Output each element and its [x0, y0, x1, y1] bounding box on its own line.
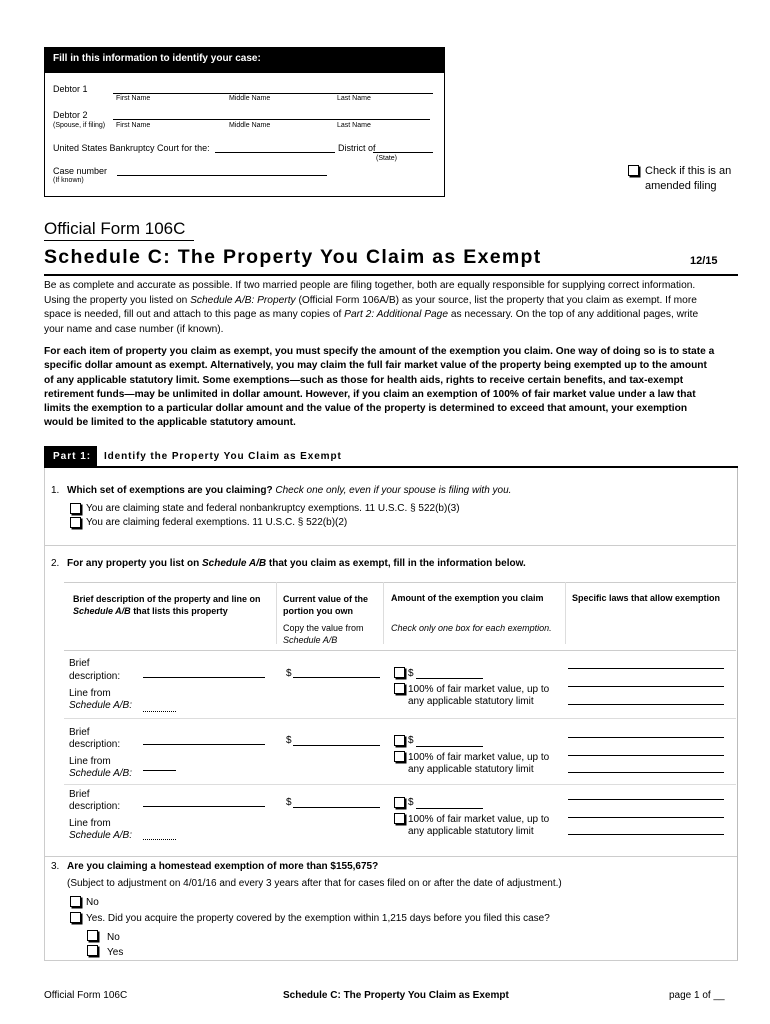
col4-header: Specific laws that allow exemption [572, 593, 721, 603]
row3-line-field[interactable] [143, 839, 176, 840]
row1-law-field-3[interactable] [568, 704, 724, 705]
row1-amount-field[interactable] [416, 678, 483, 679]
debtor1-middle-name-caption: Middle Name [229, 95, 271, 102]
table-header-top-rule [64, 582, 736, 583]
q3-sub-yes-label: Yes [107, 947, 124, 958]
intro-paragraph-1 [44, 279, 744, 337]
q2-question: For any property you list on Schedule A/B that you claim as exempt, fill in the information below. [67, 558, 526, 569]
q1-q2-separator [44, 545, 736, 546]
row3-brief-label: Brief [69, 789, 90, 800]
row1-dollar-sign: $ [286, 668, 292, 679]
row2-line-field[interactable] [143, 770, 176, 771]
row2-line-from-label: Line from [69, 756, 111, 767]
row2-schedule-ab-label: Schedule A/B: [69, 768, 133, 779]
intro-p1-line-a: Be as complete and accurate as possible. If two married people are filing together, both are equally responsible for supplying correct information. [44, 280, 696, 291]
q1-state-exemptions-checkbox[interactable] [70, 503, 81, 514]
intro-p1-line-b: Using the property you listed on Schedule A/B: Property (Official Form 106A/B) as your source, list the property that you claim as exempt. If more [44, 294, 697, 306]
q1-option-federal: You are claiming federal exemptions. 11 U.S.C. § 522(b)(2) [86, 517, 348, 528]
intro-p2-line-e: limits the exemption to a particular dollar amount and the value of the property is determined to exceed that amount, your exemption [44, 403, 688, 415]
q3-no-checkbox[interactable] [70, 896, 81, 907]
title-rule-bottom [44, 274, 738, 276]
col2-header [283, 593, 368, 617]
row1-line-field[interactable] [143, 711, 176, 712]
row3-law-field-2[interactable] [568, 817, 724, 818]
debtor2-label: Debtor 2 [53, 110, 88, 120]
debtor2-last-name-caption: Last Name [337, 122, 371, 129]
col-sep-2 [383, 582, 384, 644]
row3-amount-field[interactable] [416, 808, 483, 809]
state-caption: (State) [376, 155, 398, 162]
debtor1-last-name-caption: Last Name [337, 95, 371, 102]
q1-federal-exemptions-checkbox[interactable] [70, 517, 81, 528]
amended-filing-checkbox[interactable] [628, 165, 639, 176]
row2-fmv-checkbox[interactable] [394, 751, 405, 762]
row2-fmv-label-b: any applicable statutory limit [408, 764, 534, 775]
row3-law-field-1[interactable] [568, 799, 724, 800]
q3-sub-yes-checkbox[interactable] [87, 945, 98, 956]
col1-header-line-b: Schedule A/B that lists this property [73, 606, 228, 616]
district-label: District of [338, 143, 376, 153]
row1-amount-checkbox[interactable] [394, 667, 405, 678]
row2-brief-label: Brief [69, 727, 90, 738]
col2-header-line-a: Current value of the [283, 594, 369, 604]
col2-header-line-b: portion you own [283, 606, 353, 616]
q1-question: Which set of exemptions are you claiming? Check one only, even if your spouse is filing with you. [67, 485, 512, 496]
col-sep-1 [276, 582, 277, 644]
q3-subtext: (Subject to adjustment on 4/01/16 and every 3 years after that for cases filed on or after the date of adjustment.) [67, 878, 562, 889]
col3-header: Amount of the exemption you claim [391, 593, 544, 603]
col2-subheader [283, 623, 364, 646]
debtor2-first-name-caption: First Name [116, 122, 151, 129]
col-sep-3 [565, 582, 566, 644]
row1-description-label: description: [69, 671, 121, 682]
debtor2-middle-name-caption: Middle Name [229, 122, 271, 129]
row3-dollar-sign: $ [286, 797, 292, 808]
intro-p2-line-f: would be limited to the applicable statutory amount. [44, 417, 296, 429]
col3-subheader: Check only one box for each exemption. [391, 623, 552, 633]
row2-law-field-1[interactable] [568, 737, 724, 738]
col1-header [73, 593, 261, 617]
intro-p2-line-b: specific dollar amount as exempt. Alternatively, you may claim the full fair market value of the property being exempted up to the amount [44, 360, 707, 372]
footer-form-number: Official Form 106C [44, 990, 128, 1001]
district-field[interactable] [373, 152, 433, 153]
q2-number: 2. [51, 558, 60, 569]
row1-fmv-label-b: any applicable statutory limit [408, 696, 534, 707]
q3-yes-question: Yes. Did you acquire the property covered by the exemption within 1,215 days before you filed this case? [86, 913, 550, 924]
row2-description-label: description: [69, 739, 121, 750]
row2-current-value-field[interactable] [293, 745, 380, 746]
footer-schedule-title: Schedule C: The Property You Claim as Exempt [283, 990, 509, 1001]
row2-amount-checkbox[interactable] [394, 735, 405, 746]
q3-sub-no-checkbox[interactable] [87, 930, 98, 941]
case-info-header-text: Fill in this information to identify your case: [53, 53, 261, 64]
col2-subheader-line-a: Copy the value from [283, 623, 364, 633]
row1-schedule-ab-label: Schedule A/B: [69, 700, 133, 711]
part1-label: Part 1: [53, 451, 92, 462]
row2-fmv-label-a: 100% of fair market value, up to [408, 752, 550, 763]
court-state-field[interactable] [215, 152, 335, 153]
q3-number: 3. [51, 861, 60, 872]
row3-fmv-label-a: 100% of fair market value, up to [408, 814, 550, 825]
q3-yes-checkbox[interactable] [70, 912, 81, 923]
row3-amount-dollar: $ [408, 797, 414, 808]
row3-fmv-label-b: any applicable statutory limit [408, 826, 534, 837]
schedule-title: Schedule C: The Property You Claim as Exempt [44, 246, 542, 268]
amended-filing-label-2: amended filing [645, 180, 717, 192]
intro-p2-line-d: retirement funds—may be unlimited in dollar amount. However, if you claim an exemption of 100% of fair market value under a law that [44, 388, 696, 400]
debtor1-first-name-caption: First Name [116, 95, 151, 102]
row1-line-from-label: Line from [69, 688, 111, 699]
debtor1-name-field[interactable] [113, 93, 433, 94]
row2-description-field[interactable] [143, 744, 265, 745]
col1-header-line-a: Brief description of the property and line on [73, 594, 261, 604]
court-label: United States Bankruptcy Court for the: [53, 143, 210, 153]
row2-law-field-3[interactable] [568, 772, 724, 773]
intro-p2-line-c: of any applicable statutory limit. Some exemptions—such as those for health aids, rights to receive certain benefits, and tax-exempt [44, 374, 684, 386]
row3-schedule-ab-label: Schedule A/B: [69, 830, 133, 841]
row3-description-field[interactable] [143, 806, 265, 807]
debtor2-name-field[interactable] [113, 119, 430, 120]
intro-p1-line-d: your name and case number (if known). [44, 323, 224, 335]
row3-amount-checkbox[interactable] [394, 797, 405, 808]
row3-current-value-field[interactable] [293, 807, 380, 808]
row2-amount-field[interactable] [416, 746, 483, 747]
debtor1-label: Debtor 1 [53, 84, 88, 94]
debtor2-sub-label: (Spouse, if filing) [53, 122, 106, 129]
row1-law-field-2[interactable] [568, 686, 724, 687]
case-number-field[interactable] [117, 175, 327, 176]
row2-amount-dollar: $ [408, 735, 414, 746]
row2-dollar-sign: $ [286, 735, 292, 746]
intro-p2-line-a: For each item of property you claim as exempt, you must specify the amount of the exemption you claim. One way of doing so is to state a [44, 346, 715, 357]
q1-option-state: You are claiming state and federal nonbankruptcy exemptions. 11 U.S.C. § 522(b)(3) [86, 503, 460, 514]
intro-paragraph-2 [44, 345, 744, 431]
col2-subheader-line-b: Schedule A/B [283, 634, 338, 645]
part1-title: Identify the Property You Claim as Exempt [104, 451, 342, 462]
row1-brief-label: Brief [69, 658, 90, 669]
form-date: 12/15 [690, 255, 718, 267]
title-rule-top [44, 240, 194, 241]
amended-filing-label-1: Check if this is an [645, 165, 732, 177]
row3-line-from-label: Line from [69, 818, 111, 829]
row3-law-field-3[interactable] [568, 834, 724, 835]
q1-number: 1. [51, 485, 60, 496]
row1-current-value-field[interactable] [293, 677, 380, 678]
case-number-label: Case number [53, 166, 108, 176]
q3-no-label: No [86, 897, 99, 908]
intro-p1-line-c: space is needed, fill out and attach to this page as many copies of Part 2: Additional Page as necessary. On the top of any additional pages, write [44, 309, 699, 321]
row1-fmv-checkbox[interactable] [394, 683, 405, 694]
q3-question: Are you claiming a homestead exemption of more than $155,675? [67, 861, 379, 872]
if-known-caption: (If known) [53, 177, 84, 184]
q3-sub-no-label: No [107, 932, 120, 943]
row1-description-field[interactable] [143, 677, 265, 678]
row1-fmv-label-a: 100% of fair market value, up to [408, 684, 550, 695]
row3-fmv-checkbox[interactable] [394, 813, 405, 824]
row3-description-label: description: [69, 801, 121, 812]
footer-page-number: page 1 of __ [669, 990, 725, 1001]
row1-amount-dollar: $ [408, 668, 414, 679]
row1-law-field-1[interactable] [568, 668, 724, 669]
row2-law-field-2[interactable] [568, 755, 724, 756]
form-number-title: Official Form 106C [44, 219, 186, 238]
